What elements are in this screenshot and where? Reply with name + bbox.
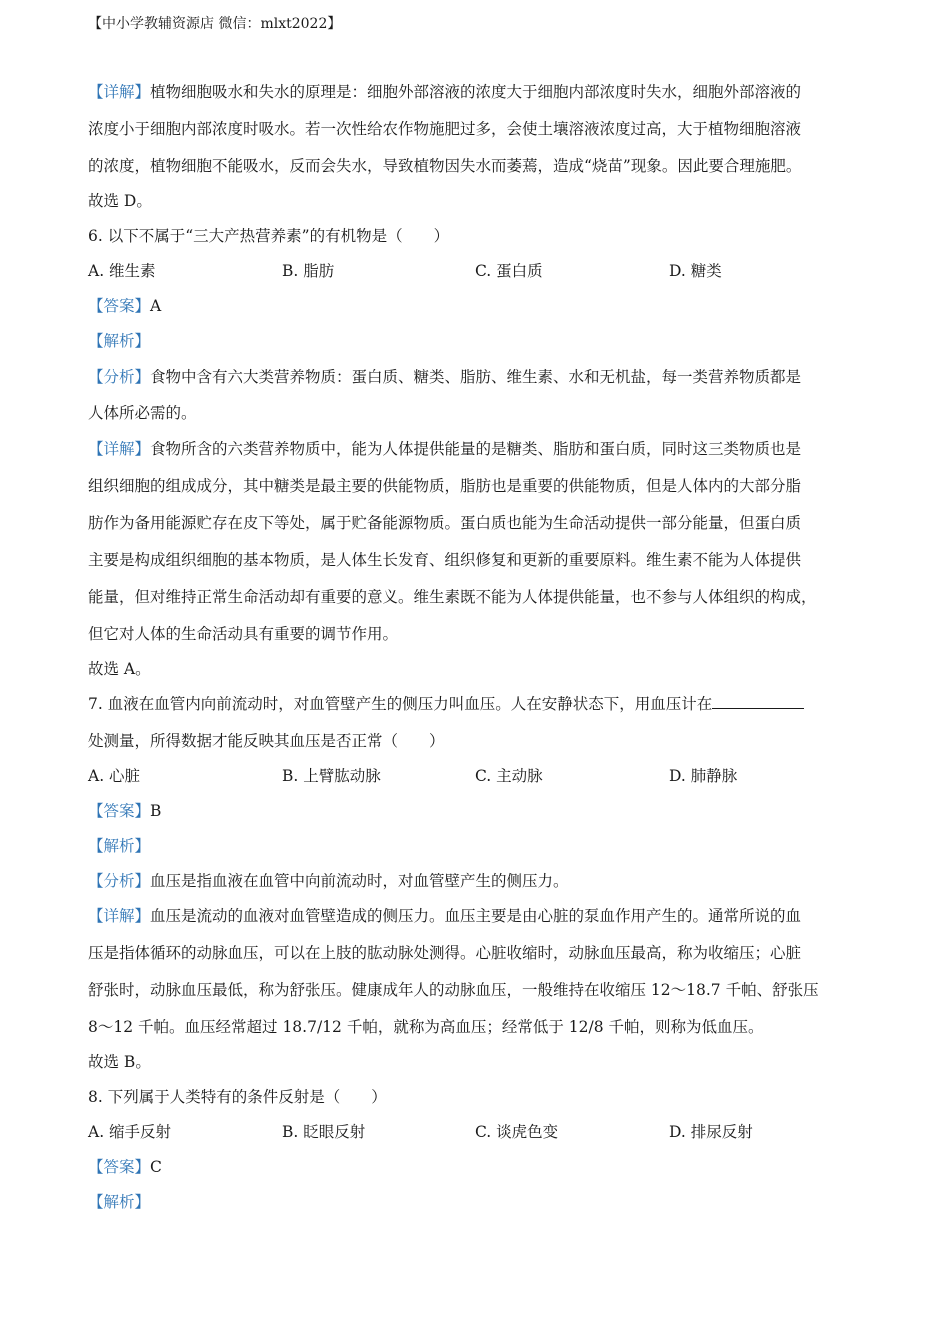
q6-answer (88, 295, 161, 317)
q6-option-c: C. 蛋白质 (475, 262, 543, 280)
q6-analysis-line-2: 人体所必需的。 (88, 404, 197, 422)
q7-analysis: 【分析】血压是指血液在血管中向前流动时，对血管壁产生的侧压力。 (88, 872, 569, 890)
q7-stem-line-2: 处测量，所得数据才能反映其血压是否正常（ ） (88, 732, 445, 750)
q6-answer-value: A (150, 297, 162, 315)
q7-detail-line-3: 舒张时，动脉血压最低，称为舒张压。健康成年人的动脉血压，一般维持在收缩压 12～18.7 千帕、舒张压 (88, 981, 819, 999)
q6-detail-line-2: 组织细胞的组成成分，其中糖类是最主要的供能物质，脂肪也是重要的供能物质，但是人体内的大部分脂 (88, 477, 802, 495)
q6-detail-line-5: 能量，但对维持正常生命活动却有重要的意义。维生素既不能为人体提供能量，也不参与人体组织的构成， (88, 588, 817, 606)
q7-detail-line-1: 【详解】血压是流动的血液对血管壁造成的侧压力。血压主要是由心脏的泵血作用产生的。通常所说的血 (88, 907, 802, 925)
q7-option-c: C. 主动脉 (475, 767, 543, 785)
q6-option-d: D. 糖类 (669, 262, 722, 280)
q8-option-c: C. 谈虎色变 (475, 1123, 559, 1141)
q8-stem: 8. 下列属于人类特有的条件反射是（ ） (88, 1088, 387, 1106)
analysis-label: 【分析】 (88, 368, 151, 386)
q7-option-b: B. 上臂肱动脉 (282, 767, 381, 785)
q7-detail-line-2: 压是指体循环的动脉血压，可以在上肢的肱动脉处测得。心脏收缩时，动脉血压最高，称为收缩压；心脏 (88, 944, 802, 962)
detail-label: 【详解】 (88, 440, 151, 458)
q7-answer (88, 800, 161, 822)
q7-detail-line-4: 8～12 千帕。血压经常超过 18.7/12 千帕，就称为高血压；经常低于 12/8 千帕，则称为低血压。 (88, 1018, 764, 1036)
answer-label: 【答案】 (88, 297, 151, 315)
q6-detail-line-3: 肪作为备用能源贮存在皮下等处，属于贮备能源物质。蛋白质也能为生命活动提供一部分能量，但蛋白质 (88, 514, 802, 532)
q7-option-d: D. 肺静脉 (669, 767, 738, 785)
q6-stem: 6. 以下不属于“三大产热营养素”的有机物是（ ） (88, 227, 450, 245)
q7-parse-label: 【解析】 (88, 837, 151, 855)
q6-option-b: B. 脂肪 (282, 262, 335, 280)
answer-label: 【答案】 (88, 1158, 151, 1176)
q8-answer-value: C (150, 1158, 162, 1176)
q6-parse-label: 【解析】 (88, 332, 151, 350)
q6-option-a: A. 维生素 (88, 262, 156, 280)
page-header: 【中小学教辅资源店 微信：mlxt2022】 (88, 16, 342, 32)
q8-option-a: A. 缩手反射 (88, 1123, 172, 1141)
q8-option-d: D. 排尿反射 (669, 1123, 753, 1141)
q8-parse-label: 【解析】 (88, 1193, 151, 1211)
q8-option-b: B. 眨眼反射 (282, 1123, 366, 1141)
q7-answer-value: B (150, 802, 162, 820)
answer-blank (712, 694, 804, 709)
q5-detail-line-3: 的浓度，植物细胞不能吸水，反而会失水，导致植物因失水而萎蔫，造成“烧苗”现象。因此要合理施肥。 (88, 157, 802, 175)
detail-label: 【详解】 (88, 907, 151, 925)
q5-detail-line-2: 浓度小于细胞内部浓度时吸水。若一次性给农作物施肥过多，会使土壤溶液浓度过高，大于植物细胞溶液 (88, 120, 802, 138)
answer-label: 【答案】 (88, 802, 151, 820)
detail-label: 【详解】 (88, 83, 151, 101)
q8-answer (88, 1156, 162, 1178)
q6-detail-line-1: 【详解】食物所含的六类营养物质中，能为人体提供能量的是糖类、脂肪和蛋白质，同时这三类物质也是 (88, 440, 802, 458)
analysis-label: 【分析】 (88, 872, 151, 890)
q5-detail-line-1: 【详解】植物细胞吸水和失水的原理是：细胞外部溶液的浓度大于细胞内部浓度时失水，细胞外部溶液的 (88, 83, 802, 101)
q7-option-a: A. 心脏 (88, 767, 141, 785)
q6-analysis-line-1: 【分析】食物中含有六大类营养物质：蛋白质、糖类、脂肪、维生素、水和无机盐，每一类营养物质都是 (88, 368, 802, 386)
q7-stem-line-1: 7. 血液在血管内向前流动时，对血管壁产生的侧压力叫血压。人在安静状态下，用血压计在 (88, 693, 804, 715)
q5-conclusion: 故选 D。 (88, 192, 152, 210)
q6-detail-line-4: 主要是构成组织细胞的基本物质，是人体生长发育、组织修复和更新的重要原料。维生素不能为人体提供 (88, 551, 802, 569)
q7-conclusion: 故选 B。 (88, 1053, 151, 1071)
q6-conclusion: 故选 A。 (88, 660, 151, 678)
q6-detail-line-6: 但它对人体的生命活动具有重要的调节作用。 (88, 625, 399, 643)
